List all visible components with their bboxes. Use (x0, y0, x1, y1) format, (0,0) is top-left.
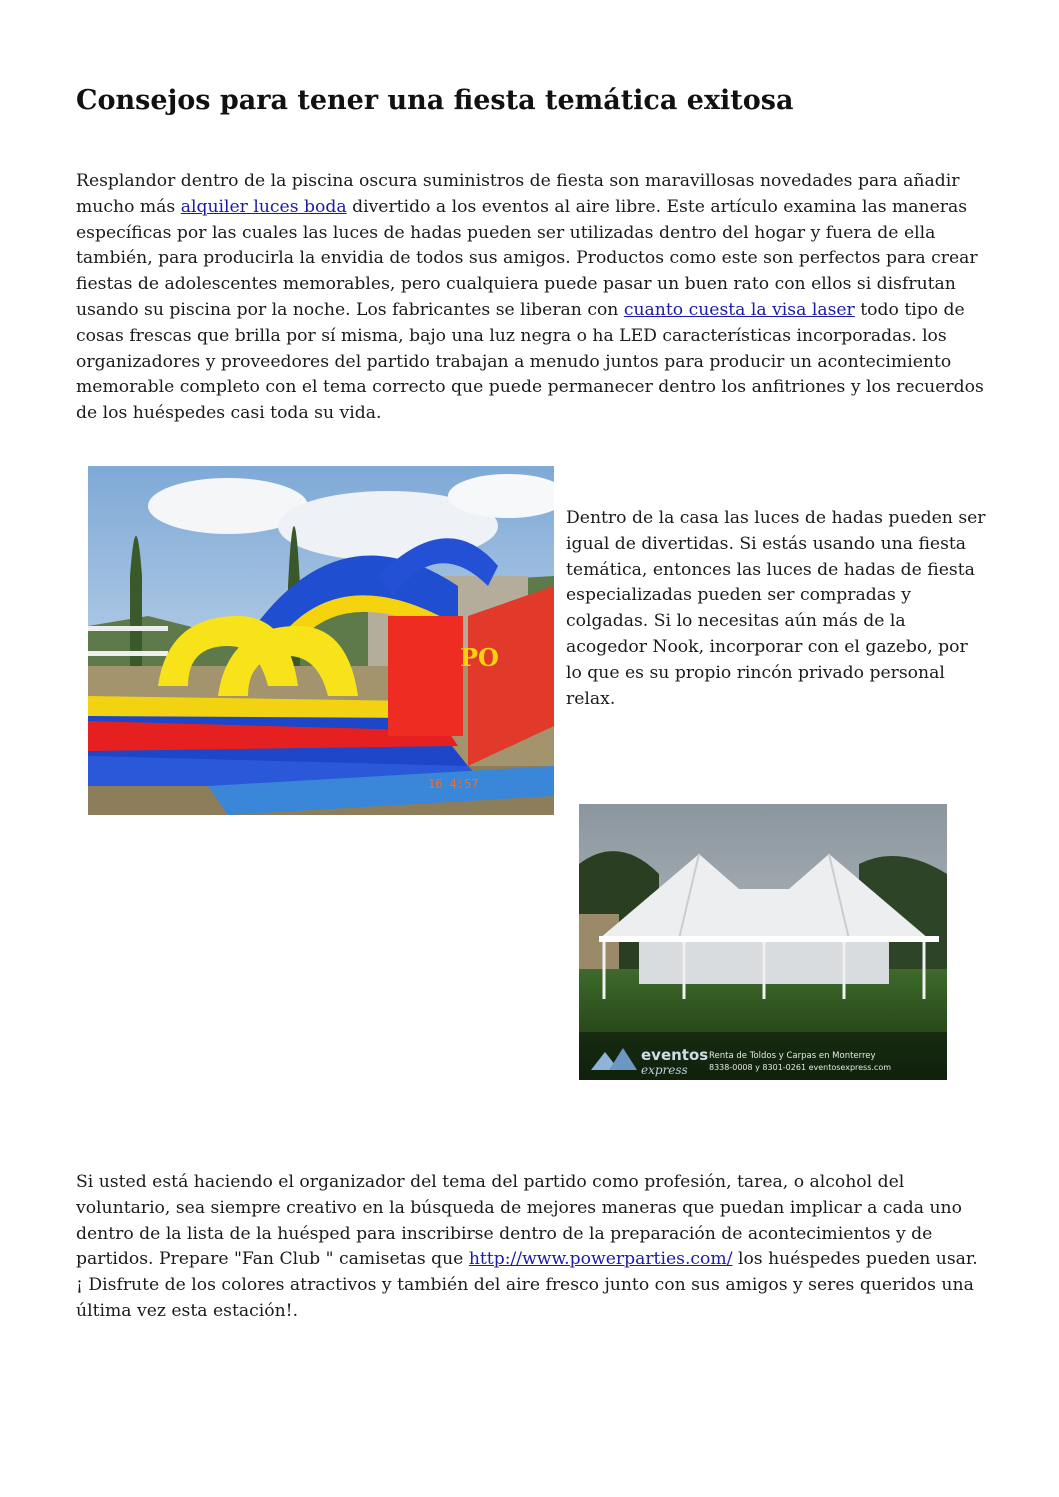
brand-name-bottom: express (641, 1063, 688, 1077)
link-powerparties[interactable]: http://www.powerparties.com/ (468, 1249, 733, 1270)
intro-paragraph (76, 169, 986, 427)
page-title: Consejos para tener una fiesta temática exitosa (76, 85, 794, 116)
intro-text-b: divertido a los eventos al aire libre. Este artículo examina las maneras específicas por las cuales las luces de hadas pueden ser utilizadas dentro del hogar y fuera de ella también, para producirla la envidia de todos sus amigos. Productos como este son perfectos para crear fiestas de adolescentes memorables, pero cualquiera puede pasar un buen rato con ellos si disfrutan usando su piscina por la noche. Los fabricantes se liberan con (76, 196, 978, 320)
brand-tagline: Renta de Toldos y Carpas en Monterrey (709, 1051, 876, 1061)
event-tent-photo (579, 804, 947, 1080)
link-cuanto-cuesta-visa-laser[interactable]: cuanto cuesta la visa laser (623, 299, 855, 320)
closing-paragraph (76, 1170, 986, 1325)
closing-text-a: Si usted está haciendo el organizador del tema del partido como profesión, tarea, o alcohol del voluntario, sea siempre creativo en la búsqueda de mejores maneras que puedan implicar a cada uno dentro de la lista de la huésped para inscribirse dentro de la preparación de acontecimientos y de partidos. Prepare "Fan Club " camisetas que (76, 1172, 962, 1270)
link-alquiler-luces-boda[interactable]: alquiler luces boda (180, 196, 347, 217)
brand-name-top: eventos (641, 1046, 709, 1064)
inflatable-banner-text: PO (460, 643, 499, 672)
inflatable-obstacle-photo (88, 466, 554, 815)
closing-text-b: los huéspedes pueden usar. ¡ Disfrute de los colores atractivos y también del aire fresco junto con sus amigos y seres queridos una última vez esta estación!. (76, 1249, 978, 1321)
photo-timestamp: 16 4:57 (428, 777, 479, 791)
intro-text-c: todo tipo de cosas frescas que brilla por sí misma, bajo una luz negra o ha LED características incorporadas. los organizadores y proveedores del partido trabajan a menudo juntos para producir un acontecimiento memorable completo con el tema correcto que puede permanecer dentro los anfitriones y los recuerdos de los huéspedes casi toda su vida. (76, 299, 984, 424)
intro-text-a: Resplandor dentro de la piscina oscura suministros de fiesta son maravillosas novedades para añadir mucho más (76, 171, 960, 217)
brand-contact: 8338-0008 y 8301-0261 eventosexpress.com (709, 1063, 892, 1072)
fairy-lights-paragraph: Dentro de la casa las luces de hadas pueden ser igual de divertidas. Si estás usando una fiesta temática, entonces las luces de hadas de fiesta especializadas pueden ser compradas y colgadas. Si lo necesitas aún más de la acogedor Nook, incorporar con el gazebo, por lo que es su propio rincón privado personal relax. (566, 508, 986, 709)
